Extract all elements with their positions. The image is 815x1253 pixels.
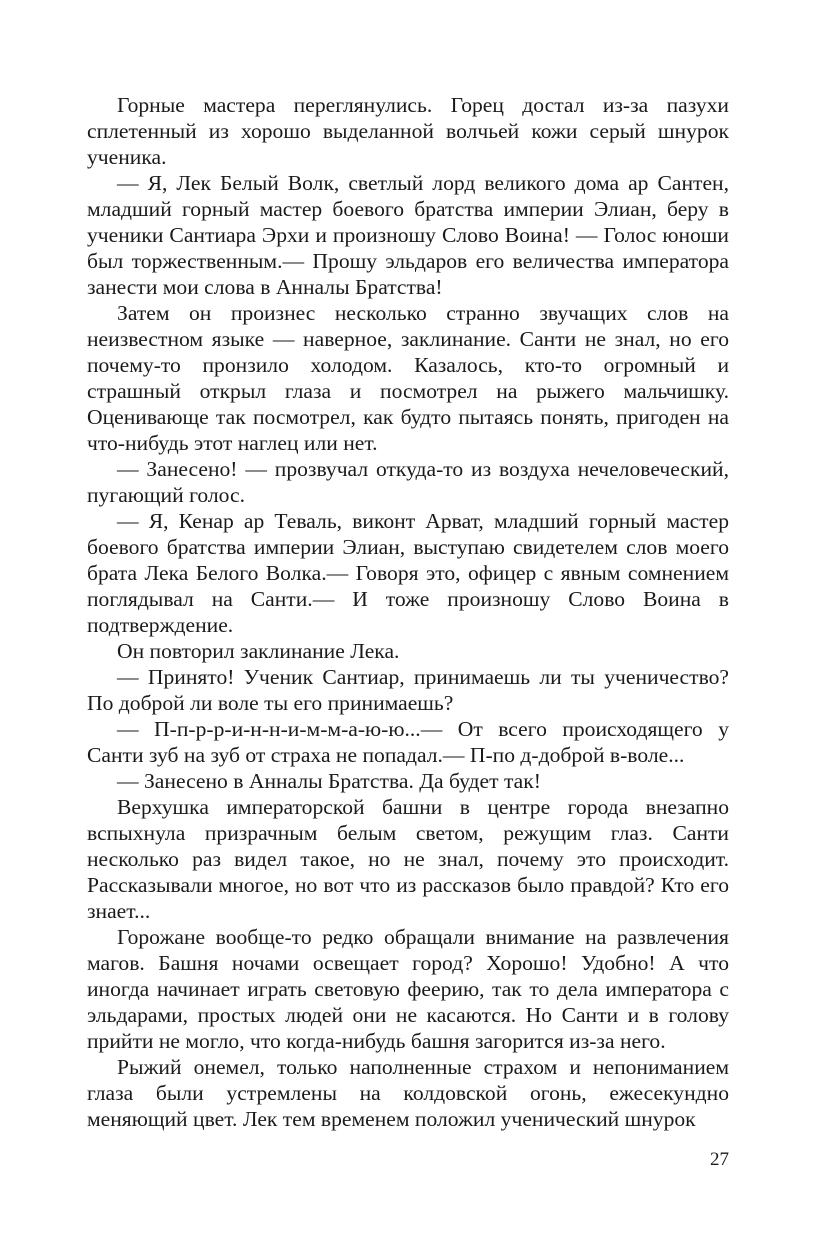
paragraph-3: Затем он произнес несколько странно звучащих слов на неизвестном языке — наверное, заклинание. Санти не знал, но его почему-то пронзило холодом. Казалось, кто-то огромный и страшный открыл глаза и посмотрел на рыжего мальчишку. Оценивающе так посмотрел, как будто пытаясь понять, пригоден на что-нибудь этот наглец или нет. xyxy=(87,301,729,455)
paragraph-4: — Занесено! — прозвучал откуда-то из воздуха нечеловеческий, пугающий голос. xyxy=(87,457,729,507)
paragraph-11: Горожане вообще-то редко обращали внимание на развлечения магов. Башня ночами освещает город? Хорошо! Удобно! А что иногда начинает играть световую феерию, так то дела императора с эльдарами, простых людей они не касаются. Но Санти и в голову прийти не могло, что когда-нибудь башня загорится из-за него. xyxy=(87,925,729,1053)
paragraph-7: — Принято! Ученик Сантиар, принимаешь ли ты ученичество? По доброй ли воле ты его принимаешь? xyxy=(87,665,729,715)
body-text xyxy=(87,92,729,1132)
paragraph-5: — Я, Кенар ар Теваль, виконт Арват, младший горный мастер боевого братства империи Элиан, выступаю свидетелем слов моего брата Лека Белого Волка.— Говоря это, офицер с явным сомнением поглядывал на Санти.— И тоже произношу Слово Воина в подтверждение. xyxy=(87,509,729,637)
paragraph-8: — П-п-р-р-и-н-н-и-м-м-а-ю-ю...— От всего происходящего у Санти зуб на зуб от страха не попадал.— П-по д-доброй в-воле... xyxy=(87,717,729,767)
paragraph-1: Горные мастера переглянулись. Горец достал из-за пазухи сплетенный из хорошо выделанной волчьей кожи серый шнурок ученика. xyxy=(87,93,729,169)
paragraph-10: Верхушка императорской башни в центре города внезапно вспыхнула призрачным белым светом, режущим глаз. Санти несколько раз видел такое, но не знал, почему это происходит. Рассказывали многое, но вот что из рассказов было правдой? Кто его знает... xyxy=(87,795,729,923)
paragraph-2: — Я, Лек Белый Волк, светлый лорд великого дома ар Сантен, младший горный мастер боевого братства империи Элиан, беру в ученики Сантиара Эрхи и произношу Слово Воина! — Голос юноши был торжественным.— Прошу эльдаров его величества императора занести мои слова в Анналы Братства! xyxy=(87,171,729,299)
paragraph-12: Рыжий онемел, только наполненные страхом и непониманием глаза были устремлены на колдовской огонь, ежесекундно меняющий цвет. Лек тем временем положил ученический шнурок xyxy=(87,1055,729,1131)
page-number: 27 xyxy=(710,1149,729,1170)
paragraph-9: — Занесено в Анналы Братства. Да будет так! xyxy=(117,769,541,793)
paragraph-6: Он повторил заклинание Лека. xyxy=(117,639,400,663)
